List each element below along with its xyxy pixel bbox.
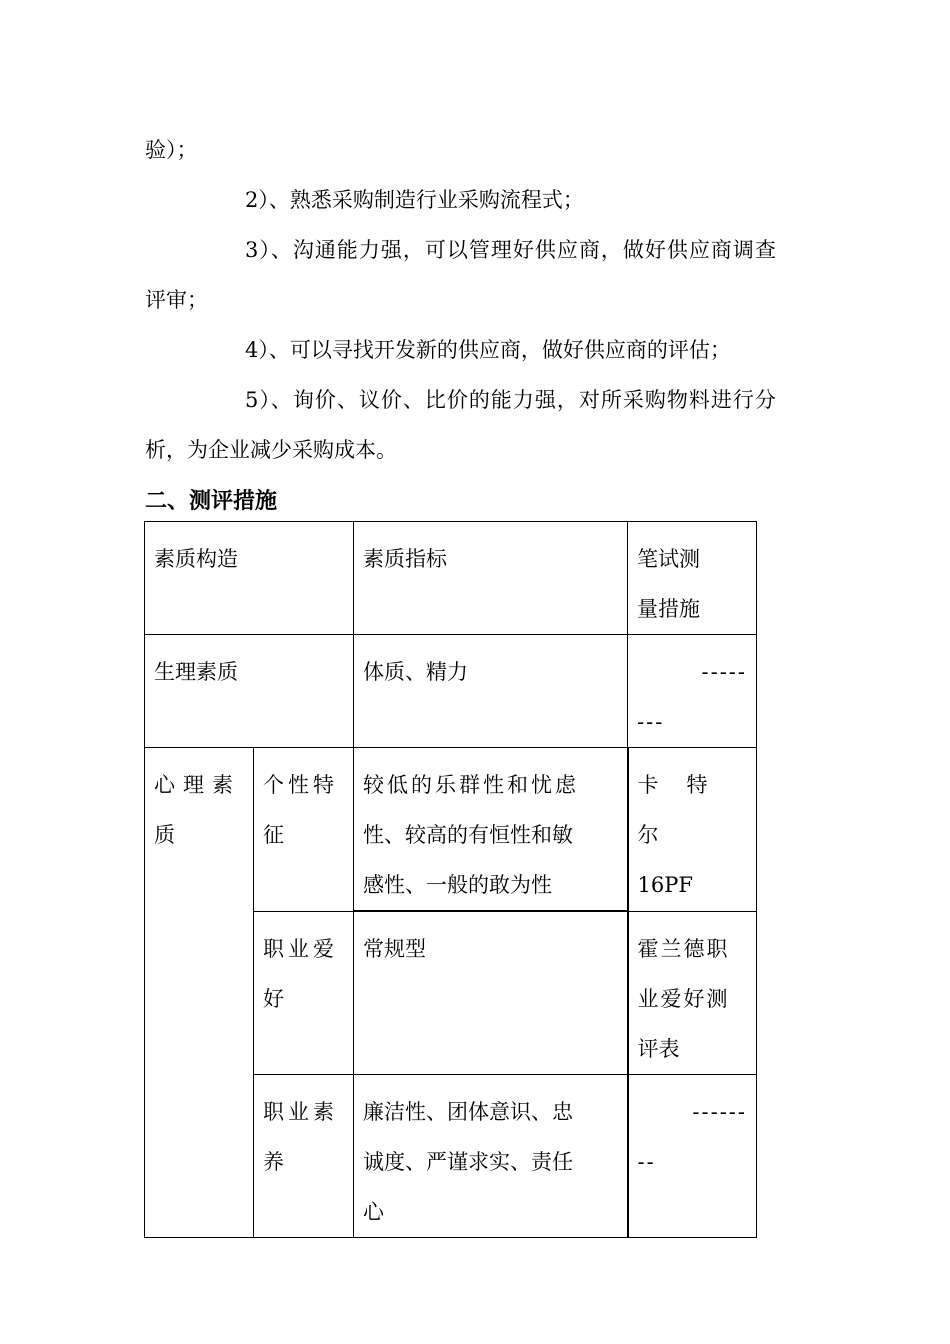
paragraph-line: 析，为企业减少采购成本。 bbox=[145, 438, 397, 462]
header-indicator: 素质指标 bbox=[354, 522, 628, 635]
cell-method-professional: ------ -- bbox=[628, 1074, 757, 1237]
paragraph-line: 评审； bbox=[145, 288, 208, 312]
table-row bbox=[145, 522, 757, 635]
paragraph-line: 5）、询价、议价、比价的能力强，对所采购物料进行分 bbox=[245, 388, 777, 412]
cell-sub-professional: 职业素 养 bbox=[254, 1074, 354, 1237]
paragraph-line: 验）； bbox=[145, 138, 198, 162]
header-method: 笔试测 量措施 bbox=[628, 522, 757, 635]
assessment-table bbox=[144, 521, 757, 1238]
cell-structure-psych: 心理素 质 bbox=[145, 748, 254, 1238]
cell-sub-personality: 个性特 征 bbox=[254, 748, 354, 912]
cell-indicator-professional: 廉洁性、团体意识、忠 诚度、严谨求实、责任 心 bbox=[354, 1074, 628, 1237]
cell-method-personality: 卡特尔 16PF bbox=[628, 748, 757, 912]
paragraph-line: 2）、熟悉采购制造行业采购流程式； bbox=[245, 188, 584, 212]
paragraph-text: 3）、沟通能力强，可以管理好供应商，做好供应商调查 bbox=[245, 238, 777, 262]
section-heading: 二、测评措施 bbox=[145, 489, 278, 514]
paragraph-line: 4）、可以寻找开发新的供应商，做好供应商的评估； bbox=[245, 338, 731, 362]
cell-method: ----- --- bbox=[628, 635, 757, 748]
table-row bbox=[145, 635, 757, 748]
cell-structure: 生理素质 bbox=[145, 635, 354, 748]
cell-method-interest: 霍兰德职 业爱好测 评表 bbox=[628, 911, 757, 1074]
cell-indicator: 体质、精力 bbox=[354, 635, 628, 748]
paragraph-line bbox=[245, 236, 805, 264]
cell-indicator-interest: 常规型 bbox=[354, 911, 628, 1074]
table-row bbox=[145, 748, 757, 912]
cell-indicator-personality: 较低的乐群性和忧虑 性、较高的有恒性和敏 感性、一般的敢为性 bbox=[354, 748, 628, 912]
cell-sub-interest: 职业爱 好 bbox=[254, 911, 354, 1074]
header-structure: 素质构造 bbox=[145, 522, 354, 635]
